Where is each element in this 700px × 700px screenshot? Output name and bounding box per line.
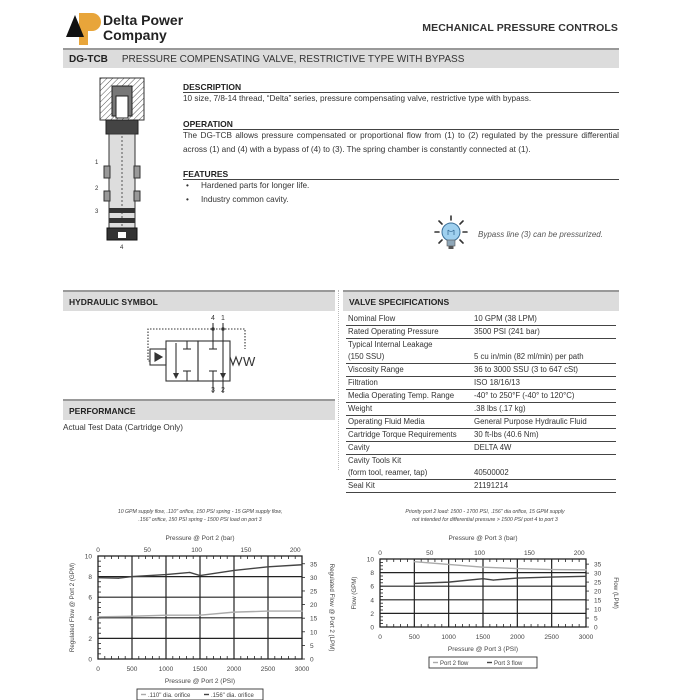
spec-value: 40500002 [474, 468, 509, 477]
y-tick-label: 0 [370, 624, 374, 632]
feature-item: • Industry common cavity. [183, 193, 619, 207]
spec-value: 10 GPM (38 LPM) [474, 314, 537, 323]
symbol-port-3: 3 [211, 387, 215, 393]
legend-label: .110" dia. orifice [148, 693, 191, 699]
data-point [233, 612, 234, 613]
column-divider [338, 290, 340, 470]
x-axis-label: Pressure @ Port 2 (PSI) [164, 678, 236, 685]
cutaway-port-2: 2 [95, 186, 99, 192]
product-title: PRESSURE COMPENSATING VALVE, RESTRICTIVE TYPE WITH BYPASS [121, 53, 465, 65]
x-top-tick-label: 50 [426, 550, 434, 557]
performance-heading: PERFORMANCE [63, 399, 335, 420]
y-right-tick-label: 20 [310, 602, 318, 610]
valve-cutaway-drawing [92, 76, 154, 251]
spec-row [346, 377, 616, 390]
data-point [233, 570, 234, 571]
x-tick-label: 2000 [510, 634, 525, 641]
data-point [189, 572, 190, 573]
legend-label: Port 2 flow [440, 661, 469, 667]
y-right-tick-label: 30 [594, 570, 602, 578]
spec-label: Media Operating Temp. Range [348, 391, 455, 400]
data-point [199, 575, 200, 576]
x-tick-label: 1000 [158, 666, 174, 673]
data-point [414, 561, 415, 562]
data-point [448, 582, 449, 583]
spec-row-label-line [346, 339, 616, 352]
brand-line-2: Company [103, 27, 167, 43]
product-title-bar [63, 48, 619, 68]
symbol-port-4: 4 [211, 315, 215, 322]
x-top-tick-label: 0 [378, 550, 382, 557]
symbol-port-2: 2 [221, 387, 225, 393]
spec-label: Typical Internal Leakage [348, 340, 433, 349]
y-tick-label: 6 [88, 594, 92, 602]
features-list [183, 179, 619, 207]
y-right-tick-label: 5 [594, 615, 598, 623]
y-axis-label: Flow (GPM) [351, 576, 358, 610]
x-tick-label: 500 [408, 634, 420, 641]
spec-value-empty [472, 455, 616, 468]
spec-label: Operating Fluid Media [348, 417, 425, 426]
y-tick-label: 0 [88, 656, 92, 664]
features-heading: FEATURES [183, 169, 619, 180]
spec-value: DELTA 4W [474, 443, 512, 452]
spec-label: Viscosity Range [348, 365, 404, 374]
y-tick-label: 6 [370, 583, 374, 591]
feature-item: • Hardened parts for longer life. [183, 179, 619, 193]
x-top-tick-label: 200 [289, 547, 301, 554]
spec-value: -40° to 250°F (-40° to 120°C) [474, 391, 575, 400]
spec-value: General Purpose Hydraulic Fluid [474, 417, 587, 426]
chart2-note-line1: Priority port 2 load: 1500 - 1700 PSI, .156" dia orifice, 15 GPM supply [405, 509, 565, 515]
cutaway-port-3: 3 [95, 209, 99, 215]
y-right-tick-label: 25 [594, 579, 602, 587]
spec-row-label-line [346, 455, 616, 468]
y-right-tick-label: 15 [310, 615, 318, 623]
x-tick-label: 1500 [475, 634, 491, 641]
x-top-tick-label: 150 [240, 547, 252, 554]
data-point [517, 568, 518, 569]
spring-label: W [243, 354, 256, 369]
spec-value: ISO 18/16/13 [474, 378, 520, 387]
x-tick-label: 0 [378, 634, 382, 641]
x-tick-label: 3000 [294, 666, 310, 673]
hydraulic-symbol-diagram [145, 313, 265, 393]
y-tick-label: 10 [84, 553, 92, 561]
x-top-tick-label: 200 [573, 550, 585, 557]
x-tick-label: 3000 [578, 634, 594, 641]
data-point [585, 569, 586, 570]
data-point [482, 567, 483, 568]
spec-label: Cavity [348, 443, 370, 452]
brand-line-1: Delta Power [103, 12, 184, 28]
x-tick-label: 2500 [544, 634, 559, 641]
y-tick-label: 4 [88, 615, 92, 623]
data-point [165, 615, 166, 616]
series-line-1 [414, 562, 586, 570]
y-right-tick-label: 10 [310, 629, 318, 637]
description-text: 10 size, 7/8-14 thread, “Delta” series, pressure compensating valve, restrictive type with bypass. [183, 94, 532, 103]
x-axis-label: Pressure @ Port 3 (PSI) [447, 646, 519, 653]
y-right-tick-label: 20 [594, 588, 602, 596]
spec-label: (form tool, reamer, tap) [348, 468, 428, 477]
x-tick-label: 1000 [441, 634, 456, 641]
data-point [97, 616, 98, 617]
spec-row [346, 313, 616, 326]
y-right-tick-label: 25 [310, 588, 318, 596]
tip-text: Bypass line (3) can be pressurized. [478, 229, 603, 239]
spec-value-empty [472, 339, 616, 352]
spec-label: (150 SSU) [348, 352, 385, 361]
operation-heading: OPERATION [183, 119, 619, 130]
y-right-tick-label: 30 [310, 574, 318, 582]
spec-row [346, 416, 616, 429]
data-point [131, 576, 132, 577]
operation-text: The DG-TCB allows pressure compensated or proportional flow from (1) to (2) regulated by the pressure differential across (1) and (4) with a bypass of (4) to (3). The spring chamber is constantly connected at (1). [183, 131, 619, 154]
data-point [118, 578, 119, 579]
spec-row [346, 480, 616, 493]
spec-row [346, 364, 616, 377]
lightbulb-icon [434, 215, 468, 253]
data-point [97, 577, 98, 578]
hydraulic-symbol-heading: HYDRAULIC SYMBOL [63, 290, 335, 311]
spec-label: Cartridge Torque Requirements [348, 430, 457, 439]
data-point [267, 611, 268, 612]
company-logo [66, 13, 102, 45]
data-point [482, 578, 483, 579]
y-right-tick-label: 35 [310, 561, 318, 569]
spec-label: Rated Operating Pressure [348, 327, 439, 336]
data-point [199, 615, 200, 616]
spec-value: 3500 PSI (241 bar) [474, 327, 540, 336]
spec-label: Nominal Flow [348, 314, 396, 323]
chart1-note [90, 508, 310, 524]
data-point [414, 583, 415, 584]
cutaway-port-1: 1 [95, 160, 99, 166]
x-tick-label: 2500 [260, 666, 276, 673]
tip-callout [434, 215, 603, 253]
data-point [301, 564, 302, 565]
y-tick-label: 2 [370, 610, 374, 618]
spec-row [346, 403, 616, 416]
product-code: DG-TCB [69, 53, 108, 65]
y-tick-label: 2 [88, 635, 92, 643]
data-point [551, 576, 552, 577]
spec-row [346, 390, 616, 403]
x-top-tick-label: 0 [96, 547, 100, 554]
description-heading: DESCRIPTION [183, 82, 619, 93]
data-point [131, 616, 132, 617]
data-point [165, 574, 166, 575]
chart2-note [370, 508, 600, 524]
y-right-tick-label: 15 [594, 597, 602, 605]
x-tick-label: 0 [96, 666, 100, 673]
series-line-2 [414, 576, 586, 583]
y-tick-label: 8 [88, 574, 92, 582]
y-right-tick-label: 0 [310, 656, 314, 664]
spec-value: 36 to 3000 SSU (3 to 647 cSt) [474, 365, 579, 374]
y-right-tick-label: 5 [310, 642, 314, 650]
y-tick-label: 4 [370, 597, 374, 605]
spec-label: Weight [348, 404, 373, 413]
y-right-tick-label: 35 [594, 561, 602, 569]
x-tick-label: 1500 [192, 666, 208, 673]
valve-specifications-table [346, 313, 616, 493]
chart-flow-vs-port3-pressure [345, 530, 635, 700]
y-axis-right-label: Flow (LPM) [612, 577, 619, 609]
x-top-tick-label: 150 [523, 550, 535, 557]
chart1-note-line1: 10 GPM supply flow, .110" orifice, 150 PSI spring - 15 GPM supply flow, [117, 509, 283, 515]
y-axis-right-label: Regulated Flow @ Port 2 (LPM) [328, 563, 335, 652]
brand-name [103, 13, 183, 43]
spec-value: 5 cu in/min (82 ml/min) per path [474, 352, 584, 361]
x-top-tick-label: 50 [143, 547, 151, 554]
spec-label: Filtration [348, 378, 378, 387]
data-point [448, 564, 449, 565]
chart-flow-vs-port2-pressure [60, 530, 350, 700]
spec-row [346, 467, 616, 480]
y-axis-label: Regulated Flow @ Port 2 (GPM) [69, 562, 76, 653]
spec-value: 21191214 [474, 481, 509, 490]
y-right-tick-label: 0 [594, 624, 598, 632]
cutaway-port-4: 4 [120, 245, 124, 251]
x-top-tick-label: 100 [191, 547, 203, 554]
spec-value: .38 lbs (.17 kg) [474, 404, 526, 413]
spec-value: 30 ft-lbs (40.6 Nm) [474, 430, 539, 439]
data-point [301, 611, 302, 612]
data-point [517, 577, 518, 578]
chart2-note-line2: not intended for differential pressure > 1500 PSI port 4 to port 3 [412, 517, 558, 523]
legend-label: .156" dia. orifice [211, 693, 254, 699]
spec-row [346, 442, 616, 455]
data-point [493, 579, 494, 580]
product-category: MECHANICAL PRESSURE CONTROLS [422, 22, 618, 34]
y-right-tick-label: 10 [594, 606, 602, 614]
chart-title: Pressure @ Port 3 (bar) [448, 535, 518, 542]
legend-label: Port 3 flow [494, 661, 523, 667]
x-top-tick-label: 100 [474, 550, 486, 557]
spec-row [346, 429, 616, 442]
spec-row [346, 351, 616, 364]
y-tick-label: 8 [370, 570, 374, 578]
x-tick-label: 2000 [226, 666, 242, 673]
chart1-note-line2: .156" orifice, 150 PSI spring - 1500 PSI load on port 3 [138, 517, 262, 523]
spec-row [346, 326, 616, 339]
x-tick-label: 500 [126, 666, 138, 673]
spec-label: Cavity Tools Kit [348, 456, 402, 465]
valve-specifications-heading: VALVE SPECIFICATIONS [343, 290, 619, 311]
data-point [267, 566, 268, 567]
data-point [551, 569, 552, 570]
chart-title: Pressure @ Port 2 (bar) [165, 535, 235, 542]
spec-label: Seal Kit [348, 481, 375, 490]
symbol-port-1: 1 [221, 315, 225, 322]
performance-subtitle: Actual Test Data (Cartridge Only) [63, 423, 183, 432]
y-tick-label: 10 [366, 556, 374, 564]
data-point [585, 576, 586, 577]
